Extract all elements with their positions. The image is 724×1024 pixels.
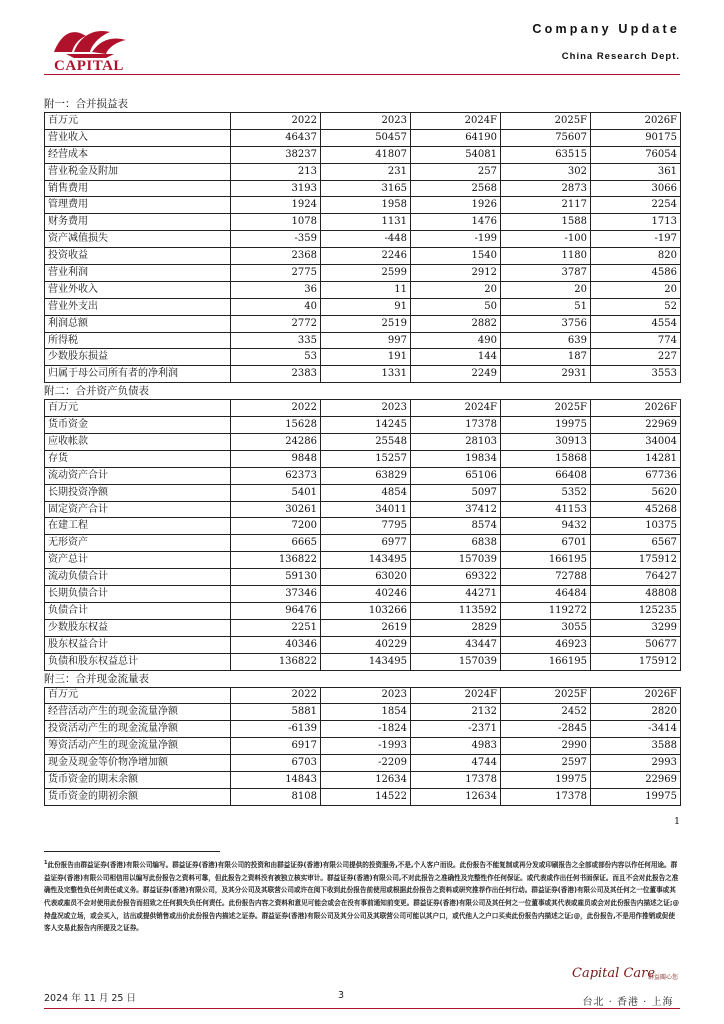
value-cell: 2246 bbox=[321, 248, 411, 265]
value-cell: 335 bbox=[231, 332, 321, 349]
value-cell: 63829 bbox=[321, 467, 411, 484]
value-cell: 113592 bbox=[411, 602, 501, 619]
row-label-cell: 资产减值损失 bbox=[45, 231, 231, 248]
header-cell: 2022 bbox=[231, 113, 321, 130]
value-cell: 2912 bbox=[411, 265, 501, 282]
header-cell: 2026F bbox=[591, 400, 681, 417]
value-cell: 28103 bbox=[411, 434, 501, 451]
value-cell: 3299 bbox=[591, 619, 681, 636]
row-label-cell: 销售费用 bbox=[45, 180, 231, 197]
value-cell: 143495 bbox=[321, 552, 411, 569]
footer-divider bbox=[44, 1008, 680, 1009]
value-cell: 3588 bbox=[591, 738, 681, 755]
table-row bbox=[45, 484, 681, 501]
row-label-cell: 少数股东权益 bbox=[45, 619, 231, 636]
value-cell: 136822 bbox=[231, 653, 321, 670]
value-cell: -199 bbox=[411, 231, 501, 248]
value-cell: 2619 bbox=[321, 619, 411, 636]
value-cell: 4744 bbox=[411, 755, 501, 772]
value-cell: 63020 bbox=[321, 569, 411, 586]
value-cell: 2117 bbox=[501, 197, 591, 214]
row-label-cell: 营业税金及附加 bbox=[45, 163, 231, 180]
value-cell: 46437 bbox=[231, 129, 321, 146]
value-cell: 1924 bbox=[231, 197, 321, 214]
value-cell: 40246 bbox=[321, 586, 411, 603]
row-label-cell: 货币资金的期初余额 bbox=[45, 788, 231, 805]
value-cell: 54081 bbox=[411, 146, 501, 163]
value-cell: 3553 bbox=[591, 366, 681, 383]
income-statement-table bbox=[44, 112, 681, 383]
row-label-cell: 在建工程 bbox=[45, 518, 231, 535]
disclaimer-footnote bbox=[44, 857, 680, 935]
value-cell: 37412 bbox=[411, 501, 501, 518]
value-cell: 6917 bbox=[231, 738, 321, 755]
value-cell: 52 bbox=[591, 298, 681, 315]
table-row bbox=[45, 602, 681, 619]
value-cell: 1854 bbox=[321, 704, 411, 721]
header-cell: 2024F bbox=[411, 113, 501, 130]
table-row bbox=[45, 298, 681, 315]
table-row bbox=[45, 129, 681, 146]
value-cell: 2597 bbox=[501, 755, 591, 772]
header-cell: 2025F bbox=[501, 687, 591, 704]
value-cell: 144 bbox=[411, 349, 501, 366]
value-cell: -2209 bbox=[321, 755, 411, 772]
table-row bbox=[45, 332, 681, 349]
value-cell: 17378 bbox=[411, 417, 501, 434]
value-cell: 187 bbox=[501, 349, 591, 366]
value-cell: 3193 bbox=[231, 180, 321, 197]
header-divider bbox=[44, 74, 680, 75]
value-cell: 3165 bbox=[321, 180, 411, 197]
header-cell: 2024F bbox=[411, 400, 501, 417]
value-cell: 69322 bbox=[411, 569, 501, 586]
value-cell: -6139 bbox=[231, 721, 321, 738]
value-cell: 4554 bbox=[591, 315, 681, 332]
value-cell: 2519 bbox=[321, 315, 411, 332]
row-label-cell: 长期负债合计 bbox=[45, 586, 231, 603]
value-cell: 37346 bbox=[231, 586, 321, 603]
table-row bbox=[45, 349, 681, 366]
footnote-mark: 1 bbox=[44, 860, 48, 866]
table-row bbox=[45, 434, 681, 451]
value-cell: 63515 bbox=[501, 146, 591, 163]
value-cell: 90175 bbox=[591, 129, 681, 146]
income-statement-caption: 附一：合并损益表 bbox=[44, 98, 128, 110]
value-cell: 30913 bbox=[501, 434, 591, 451]
value-cell: 2829 bbox=[411, 619, 501, 636]
value-cell: 59130 bbox=[231, 569, 321, 586]
value-cell: 14281 bbox=[591, 450, 681, 467]
value-cell: 50 bbox=[411, 298, 501, 315]
value-cell: 302 bbox=[501, 163, 591, 180]
value-cell: 41153 bbox=[501, 501, 591, 518]
value-cell: 9432 bbox=[501, 518, 591, 535]
value-cell: 76054 bbox=[591, 146, 681, 163]
value-cell: 157039 bbox=[411, 552, 501, 569]
value-cell: 40346 bbox=[231, 636, 321, 653]
value-cell: 157039 bbox=[411, 653, 501, 670]
header-cell: 2023 bbox=[321, 400, 411, 417]
value-cell: 19975 bbox=[501, 771, 591, 788]
value-cell: 4854 bbox=[321, 484, 411, 501]
value-cell: 5097 bbox=[411, 484, 501, 501]
value-cell: 44271 bbox=[411, 586, 501, 603]
value-cell: 227 bbox=[591, 349, 681, 366]
value-cell: 1476 bbox=[411, 214, 501, 231]
value-cell: 66408 bbox=[501, 467, 591, 484]
value-cell: 20 bbox=[501, 281, 591, 298]
table-row bbox=[45, 197, 681, 214]
value-cell: 1540 bbox=[411, 248, 501, 265]
value-cell: 65106 bbox=[411, 467, 501, 484]
row-label-cell: 投资活动产生的现金流量净额 bbox=[45, 721, 231, 738]
value-cell: 2873 bbox=[501, 180, 591, 197]
value-cell: 48808 bbox=[591, 586, 681, 603]
value-cell: 46484 bbox=[501, 586, 591, 603]
value-cell: -448 bbox=[321, 231, 411, 248]
value-cell: 34004 bbox=[591, 434, 681, 451]
table-row bbox=[45, 281, 681, 298]
value-cell: 2452 bbox=[501, 704, 591, 721]
value-cell: 62373 bbox=[231, 467, 321, 484]
value-cell: 64190 bbox=[411, 129, 501, 146]
row-label-cell: 现金及现金等价物净增加额 bbox=[45, 755, 231, 772]
value-cell: 15628 bbox=[231, 417, 321, 434]
table-row bbox=[45, 569, 681, 586]
value-cell: 72788 bbox=[501, 569, 591, 586]
table-row bbox=[45, 704, 681, 721]
value-cell: 166195 bbox=[501, 653, 591, 670]
value-cell: -1824 bbox=[321, 721, 411, 738]
value-cell: 4983 bbox=[411, 738, 501, 755]
financial-tables bbox=[44, 96, 680, 806]
row-label-cell: 无形资产 bbox=[45, 535, 231, 552]
table-header-row bbox=[45, 687, 681, 704]
value-cell: 2990 bbox=[501, 738, 591, 755]
header-cell: 2024F bbox=[411, 687, 501, 704]
value-cell: 2993 bbox=[591, 755, 681, 772]
value-cell: 1926 bbox=[411, 197, 501, 214]
table-row bbox=[45, 771, 681, 788]
value-cell: 24286 bbox=[231, 434, 321, 451]
row-label-cell: 股东权益合计 bbox=[45, 636, 231, 653]
footnote-divider bbox=[44, 851, 220, 852]
value-cell: -2371 bbox=[411, 721, 501, 738]
capital-logo-text: CAPITAL bbox=[54, 58, 124, 74]
row-label-cell: 流动负债合计 bbox=[45, 569, 231, 586]
value-cell: 191 bbox=[321, 349, 411, 366]
value-cell: 1588 bbox=[501, 214, 591, 231]
header-cell: 2023 bbox=[321, 687, 411, 704]
row-label-cell: 管理费用 bbox=[45, 197, 231, 214]
value-cell: 2599 bbox=[321, 265, 411, 282]
value-cell: 5881 bbox=[231, 704, 321, 721]
value-cell: 2820 bbox=[591, 704, 681, 721]
value-cell: 1131 bbox=[321, 214, 411, 231]
value-cell: 2568 bbox=[411, 180, 501, 197]
row-label-cell: 应收帐款 bbox=[45, 434, 231, 451]
row-label-cell: 存货 bbox=[45, 450, 231, 467]
value-cell: 5352 bbox=[501, 484, 591, 501]
value-cell: 2775 bbox=[231, 265, 321, 282]
row-label-cell: 营业利润 bbox=[45, 265, 231, 282]
value-cell: 3055 bbox=[501, 619, 591, 636]
value-cell: 40229 bbox=[321, 636, 411, 653]
value-cell: 43447 bbox=[411, 636, 501, 653]
table-row bbox=[45, 417, 681, 434]
table-row bbox=[45, 180, 681, 197]
value-cell: 12634 bbox=[321, 771, 411, 788]
cash-flow-table bbox=[44, 687, 681, 806]
value-cell: 997 bbox=[321, 332, 411, 349]
value-cell: 490 bbox=[411, 332, 501, 349]
row-label-cell: 营业外收入 bbox=[45, 281, 231, 298]
value-cell: 51 bbox=[501, 298, 591, 315]
value-cell: 19975 bbox=[591, 788, 681, 805]
value-cell: 3756 bbox=[501, 315, 591, 332]
report-date: 2024 年 11 月 25 日 bbox=[44, 993, 136, 1004]
row-label-cell: 投资收益 bbox=[45, 248, 231, 265]
table-row bbox=[45, 467, 681, 484]
table-row bbox=[45, 535, 681, 552]
header-cell: 2026F bbox=[591, 687, 681, 704]
value-cell: 40 bbox=[231, 298, 321, 315]
office-cities: 台北 · 香港 · 上海 bbox=[582, 997, 674, 1008]
header-cell: 2026F bbox=[591, 113, 681, 130]
row-label-cell: 长期投资净额 bbox=[45, 484, 231, 501]
row-label-cell: 财务费用 bbox=[45, 214, 231, 231]
value-cell: 213 bbox=[231, 163, 321, 180]
header-cell: 2025F bbox=[501, 400, 591, 417]
value-cell: 38237 bbox=[231, 146, 321, 163]
capital-care-logo-text: Capital Care bbox=[572, 966, 656, 981]
value-cell: 3787 bbox=[501, 265, 591, 282]
value-cell: 2772 bbox=[231, 315, 321, 332]
value-cell: 2132 bbox=[411, 704, 501, 721]
department-subtitle: China Research Dept. bbox=[561, 51, 680, 62]
table-row bbox=[45, 586, 681, 603]
row-label-cell: 流动资产合计 bbox=[45, 467, 231, 484]
value-cell: 2383 bbox=[231, 366, 321, 383]
row-label-cell: 归属于母公司所有者的净利润 bbox=[45, 366, 231, 383]
table-row bbox=[45, 755, 681, 772]
value-cell: 119272 bbox=[501, 602, 591, 619]
table-row bbox=[45, 721, 681, 738]
table-row bbox=[45, 231, 681, 248]
value-cell: 17378 bbox=[411, 771, 501, 788]
value-cell: 22969 bbox=[591, 417, 681, 434]
row-label-cell: 营业收入 bbox=[45, 129, 231, 146]
value-cell: 7795 bbox=[321, 518, 411, 535]
cash-flow-caption: 附三：合并现金流量表 bbox=[44, 672, 149, 685]
value-cell: 361 bbox=[591, 163, 681, 180]
header-cell: 2025F bbox=[501, 113, 591, 130]
table-row bbox=[45, 146, 681, 163]
value-cell: 50677 bbox=[591, 636, 681, 653]
table-row bbox=[45, 788, 681, 805]
section-page-marker: 1 bbox=[673, 816, 680, 827]
table-row bbox=[45, 163, 681, 180]
value-cell: -1993 bbox=[321, 738, 411, 755]
value-cell: 8108 bbox=[231, 788, 321, 805]
header-cell: 2022 bbox=[231, 687, 321, 704]
value-cell: 231 bbox=[321, 163, 411, 180]
table-header-row bbox=[45, 400, 681, 417]
value-cell: 17378 bbox=[501, 788, 591, 805]
value-cell: 46923 bbox=[501, 636, 591, 653]
capital-care-slogan: 群益關心您 bbox=[648, 974, 679, 981]
page-header bbox=[0, 0, 724, 90]
value-cell: 3066 bbox=[591, 180, 681, 197]
value-cell: 2251 bbox=[231, 619, 321, 636]
value-cell: 2254 bbox=[591, 197, 681, 214]
value-cell: 15257 bbox=[321, 450, 411, 467]
table-row bbox=[45, 315, 681, 332]
value-cell: 36 bbox=[231, 281, 321, 298]
value-cell: 10375 bbox=[591, 518, 681, 535]
value-cell: -197 bbox=[591, 231, 681, 248]
balance-sheet-caption: 附二：合并资产负债表 bbox=[44, 385, 149, 398]
disclaimer-text: 此份报告由群益证券(香港)有限公司编写。群益证券(香港)有限公司的投资和由群益证券(香港)有限公司提供的投资服务,不是,个人客户而设。此份报告不能复制或再分发或印刷报告之全部或部份内容以作任何用途。群益证券(香港)有限公司相信用以编写此份报告之资料可靠，但此报告之资料没有被独立核实审计。群益证券(香港)有限公司,不对此报告之准确性及完整性作任何保证。或代表或作出任何书面保证。而且不会对此报告之准确性及完整性负任何责任或义务。群益证券(香港)有限公司，及其分公司及其联营公司或许在阅下收到此份报告前使用或根据此份报告之资料或研究推荐作出任何行动。群益证券(香港)有限公司及其任何之一位董事或其代表或雇员不会对使用此份报告而招致之任何损失负任何责任。此份报告内容之资料和意见可能会或会在没有事前通知前变更。群益证券(香港)有限公司及其任何之一位董事或其代表或雇员或会对此份报告内描述之证;@持盘况或立场，或会买入，沽出或提供销售或出价此份报告内描述之证券。群益证券(香港)有限公司及其分公司及其联营公司可能以其户口，或代他人之户口买卖此份报告内描述之证;@，此份报告,不是用作推销或促使客人交易此报告内所提及之证券。 bbox=[44, 861, 680, 933]
table-row bbox=[45, 450, 681, 467]
value-cell: 14522 bbox=[321, 788, 411, 805]
value-cell: 639 bbox=[501, 332, 591, 349]
table-row bbox=[45, 265, 681, 282]
value-cell: 1958 bbox=[321, 197, 411, 214]
value-cell: 50457 bbox=[321, 129, 411, 146]
value-cell: 75607 bbox=[501, 129, 591, 146]
row-label-cell: 固定资产合计 bbox=[45, 501, 231, 518]
value-cell: 41807 bbox=[321, 146, 411, 163]
value-cell: 2249 bbox=[411, 366, 501, 383]
value-cell: 20 bbox=[591, 281, 681, 298]
value-cell: 22969 bbox=[591, 771, 681, 788]
report-type-title: Company Update bbox=[532, 22, 680, 36]
value-cell: 76427 bbox=[591, 569, 681, 586]
value-cell: 175912 bbox=[591, 653, 681, 670]
value-cell: 12634 bbox=[411, 788, 501, 805]
table-row bbox=[45, 619, 681, 636]
value-cell: 14843 bbox=[231, 771, 321, 788]
header-cell: 2023 bbox=[321, 113, 411, 130]
page-number: 3 bbox=[338, 990, 345, 1001]
row-label-cell: 货币资金 bbox=[45, 417, 231, 434]
value-cell: 257 bbox=[411, 163, 501, 180]
table-row bbox=[45, 366, 681, 383]
row-label-cell: 货币资金的期末余额 bbox=[45, 771, 231, 788]
value-cell: 25548 bbox=[321, 434, 411, 451]
balance-sheet-table bbox=[44, 399, 681, 670]
header-cell: 百万元 bbox=[45, 400, 231, 417]
table-row bbox=[45, 214, 681, 231]
row-label-cell: 资产总计 bbox=[45, 552, 231, 569]
row-label-cell: 所得税 bbox=[45, 332, 231, 349]
row-label-cell: 少数股东损益 bbox=[45, 349, 231, 366]
value-cell: 96476 bbox=[231, 602, 321, 619]
value-cell: 34011 bbox=[321, 501, 411, 518]
value-cell: 53 bbox=[231, 349, 321, 366]
value-cell: 136822 bbox=[231, 552, 321, 569]
row-label-cell: 筹资活动产生的现金流量净额 bbox=[45, 738, 231, 755]
value-cell: 5620 bbox=[591, 484, 681, 501]
value-cell: 67736 bbox=[591, 467, 681, 484]
value-cell: 6703 bbox=[231, 755, 321, 772]
table-row bbox=[45, 636, 681, 653]
value-cell: -3414 bbox=[591, 721, 681, 738]
row-label-cell: 负债和股东权益总计 bbox=[45, 653, 231, 670]
value-cell: 91 bbox=[321, 298, 411, 315]
table-row bbox=[45, 552, 681, 569]
value-cell: 1713 bbox=[591, 214, 681, 231]
value-cell: 5401 bbox=[231, 484, 321, 501]
table-row bbox=[45, 653, 681, 670]
value-cell: 9848 bbox=[231, 450, 321, 467]
value-cell: 1331 bbox=[321, 366, 411, 383]
row-label-cell: 经营活动产生的现金流量净额 bbox=[45, 704, 231, 721]
value-cell: -2845 bbox=[501, 721, 591, 738]
value-cell: 166195 bbox=[501, 552, 591, 569]
value-cell: 19975 bbox=[501, 417, 591, 434]
header-cell: 百万元 bbox=[45, 687, 231, 704]
value-cell: 30261 bbox=[231, 501, 321, 518]
value-cell: 1078 bbox=[231, 214, 321, 231]
row-label-cell: 经营成本 bbox=[45, 146, 231, 163]
value-cell: 2368 bbox=[231, 248, 321, 265]
value-cell: 143495 bbox=[321, 653, 411, 670]
value-cell: 7200 bbox=[231, 518, 321, 535]
value-cell: 14245 bbox=[321, 417, 411, 434]
row-label-cell: 利润总额 bbox=[45, 315, 231, 332]
header-cell: 百万元 bbox=[45, 113, 231, 130]
value-cell: 6701 bbox=[501, 535, 591, 552]
table-header-row bbox=[45, 113, 681, 130]
value-cell: 2882 bbox=[411, 315, 501, 332]
value-cell: 11 bbox=[321, 281, 411, 298]
value-cell: 6977 bbox=[321, 535, 411, 552]
value-cell: 15868 bbox=[501, 450, 591, 467]
value-cell: -100 bbox=[501, 231, 591, 248]
table-row bbox=[45, 248, 681, 265]
value-cell: 175912 bbox=[591, 552, 681, 569]
value-cell: 820 bbox=[591, 248, 681, 265]
value-cell: 774 bbox=[591, 332, 681, 349]
value-cell: 20 bbox=[411, 281, 501, 298]
value-cell: 8574 bbox=[411, 518, 501, 535]
value-cell: 45268 bbox=[591, 501, 681, 518]
row-label-cell: 营业外支出 bbox=[45, 298, 231, 315]
value-cell: 103266 bbox=[321, 602, 411, 619]
value-cell: -359 bbox=[231, 231, 321, 248]
table-row bbox=[45, 738, 681, 755]
table-row bbox=[45, 501, 681, 518]
value-cell: 19834 bbox=[411, 450, 501, 467]
value-cell: 6665 bbox=[231, 535, 321, 552]
row-label-cell: 负债合计 bbox=[45, 602, 231, 619]
value-cell: 1180 bbox=[501, 248, 591, 265]
value-cell: 6567 bbox=[591, 535, 681, 552]
value-cell: 2931 bbox=[501, 366, 591, 383]
header-cell: 2022 bbox=[231, 400, 321, 417]
table-row bbox=[45, 518, 681, 535]
value-cell: 125235 bbox=[591, 602, 681, 619]
value-cell: 6838 bbox=[411, 535, 501, 552]
value-cell: 4586 bbox=[591, 265, 681, 282]
